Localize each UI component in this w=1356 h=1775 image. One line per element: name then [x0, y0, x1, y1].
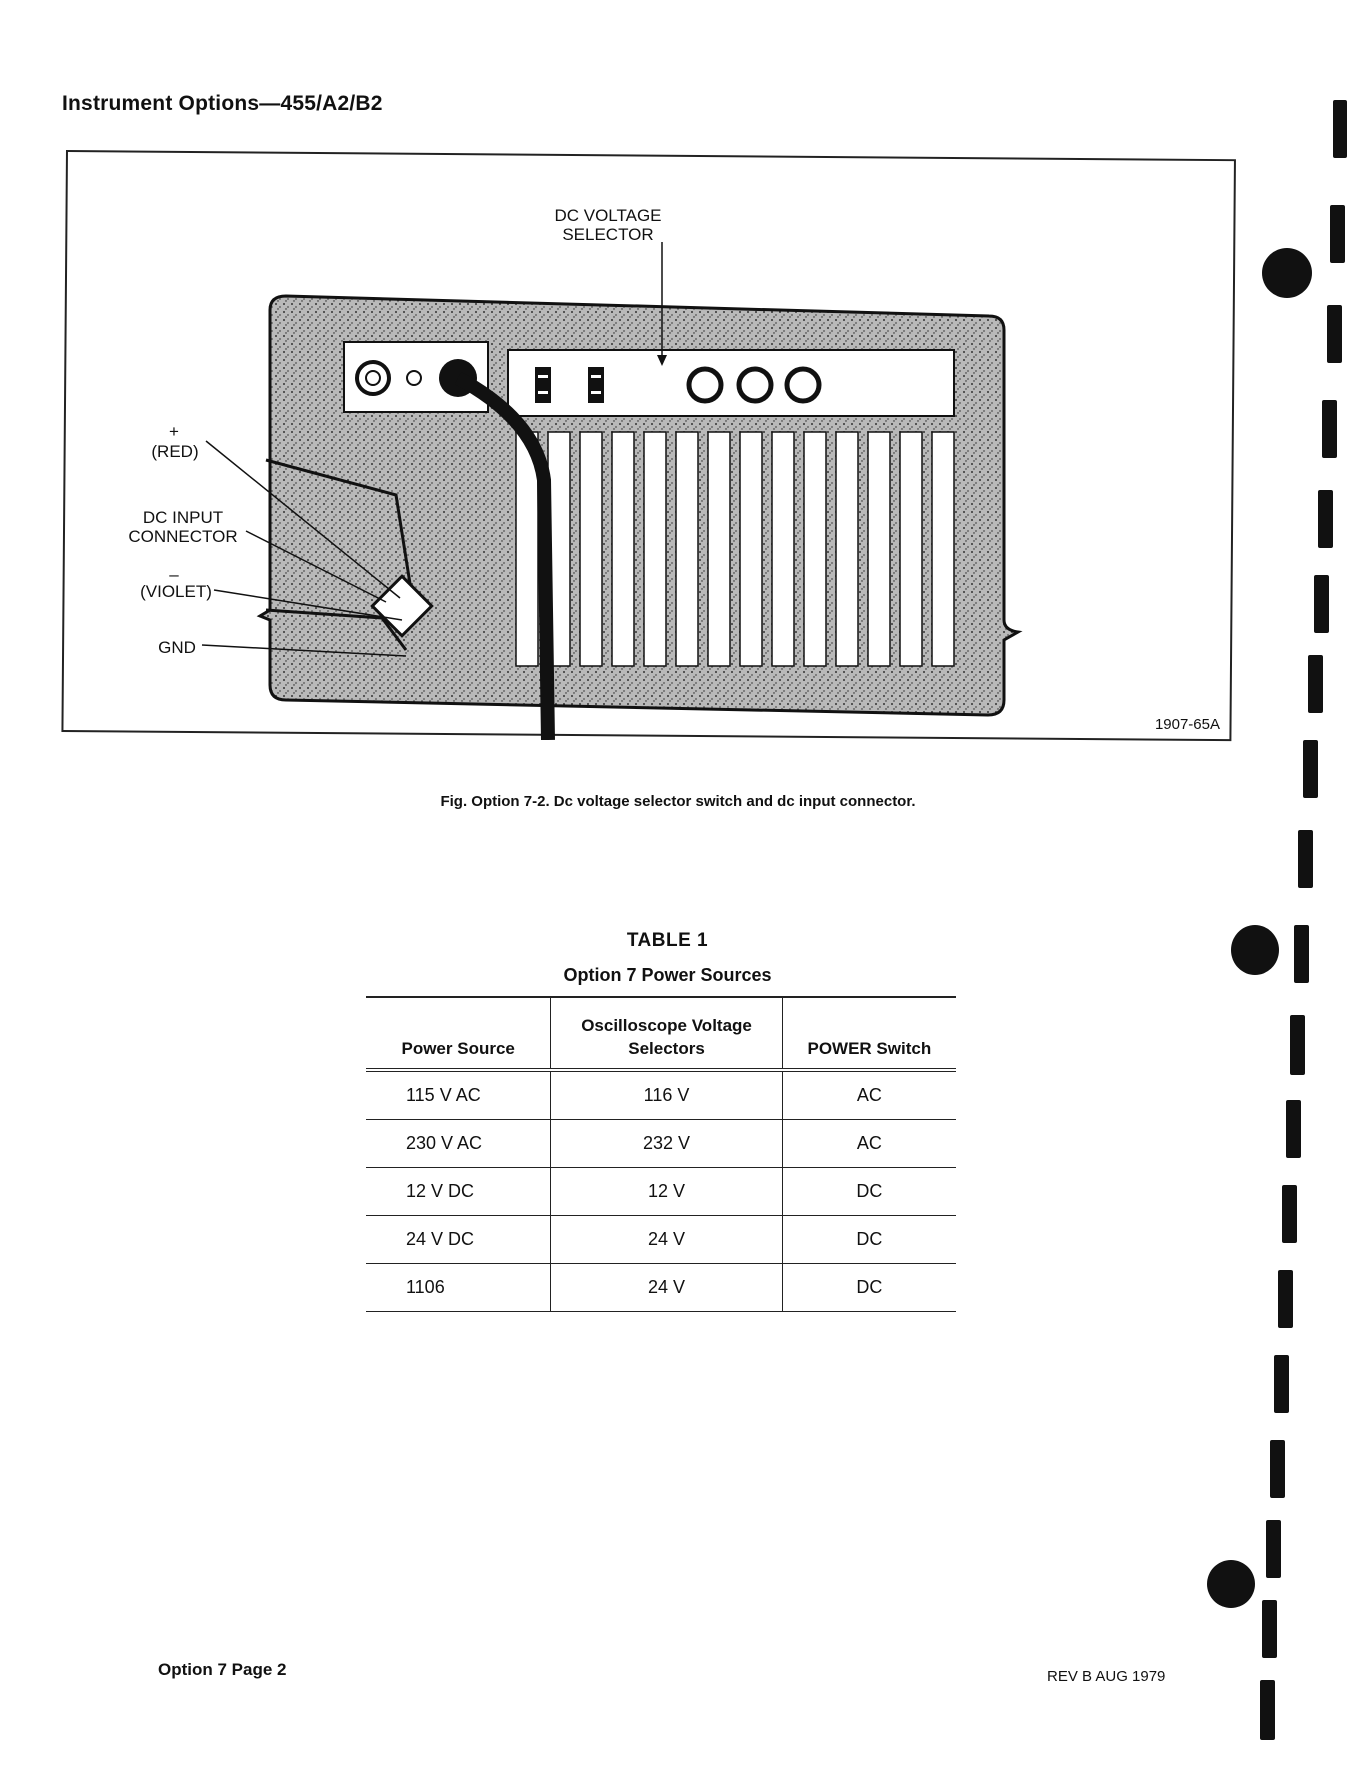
label-dc-voltage-selector: DC VOLTAGE SELECTOR [554, 206, 662, 244]
cell-power-source: 24 V DC [406, 1229, 475, 1249]
table-row [366, 1216, 956, 1264]
cell-power-source: 12 V DC [406, 1181, 475, 1201]
table-row [366, 1070, 956, 1120]
cell-power-switch: DC [782, 1168, 956, 1216]
cell-power-switch: DC [782, 1216, 956, 1264]
figure-caption: Fig. Option 7-2. Dc voltage selector switch and dc input connector. [440, 793, 916, 810]
cell-voltage-selector: 116 V [551, 1070, 782, 1120]
selector-plate [508, 350, 954, 416]
column-header-power-switch: POWER Switch [782, 997, 956, 1070]
table-row [366, 1264, 956, 1312]
footer-revision: REV B AUG 1979 [1047, 1668, 1166, 1685]
cell-power-source: 1106 [406, 1277, 445, 1297]
table-row [366, 1168, 956, 1216]
footer-page-label: Option 7 Page 2 [158, 1660, 287, 1679]
column-header-voltage-selectors: Oscilloscope Voltage Selectors [551, 997, 782, 1070]
cell-power-source: 230 V AC [406, 1133, 483, 1153]
label-red-sign: + [169, 422, 179, 441]
cell-voltage-selector: 24 V [551, 1216, 782, 1264]
cell-power-switch: AC [782, 1120, 956, 1168]
table-title: TABLE 1 [626, 930, 709, 951]
cell-voltage-selector: 232 V [551, 1120, 782, 1168]
cell-power-switch: AC [782, 1070, 956, 1120]
voltage-selector-switch-2 [588, 367, 604, 403]
cell-power-source: 115 V AC [406, 1085, 481, 1105]
voltage-selector-switch-1 [535, 367, 551, 403]
power-sources-table [366, 996, 956, 1312]
label-red: (RED) [151, 442, 199, 461]
table-header-row [366, 997, 956, 1070]
figure-code: 1907-65A [1154, 716, 1220, 733]
table-row [366, 1120, 956, 1168]
cell-voltage-selector: 12 V [551, 1168, 782, 1216]
label-violet: (VIOLET) [140, 582, 212, 601]
cell-power-switch: DC [782, 1264, 956, 1312]
label-violet-sign: – [169, 565, 179, 584]
cell-voltage-selector: 24 V [551, 1264, 782, 1312]
table-subtitle: Option 7 Power Sources [563, 965, 772, 985]
label-dc-input-connector: DC INPUT CONNECTOR [128, 508, 238, 546]
column-header-power-source: Power Source [401, 1039, 515, 1058]
page-header-title: Instrument Options—455/A2/B2 [62, 92, 383, 115]
label-gnd: GND [158, 638, 196, 657]
